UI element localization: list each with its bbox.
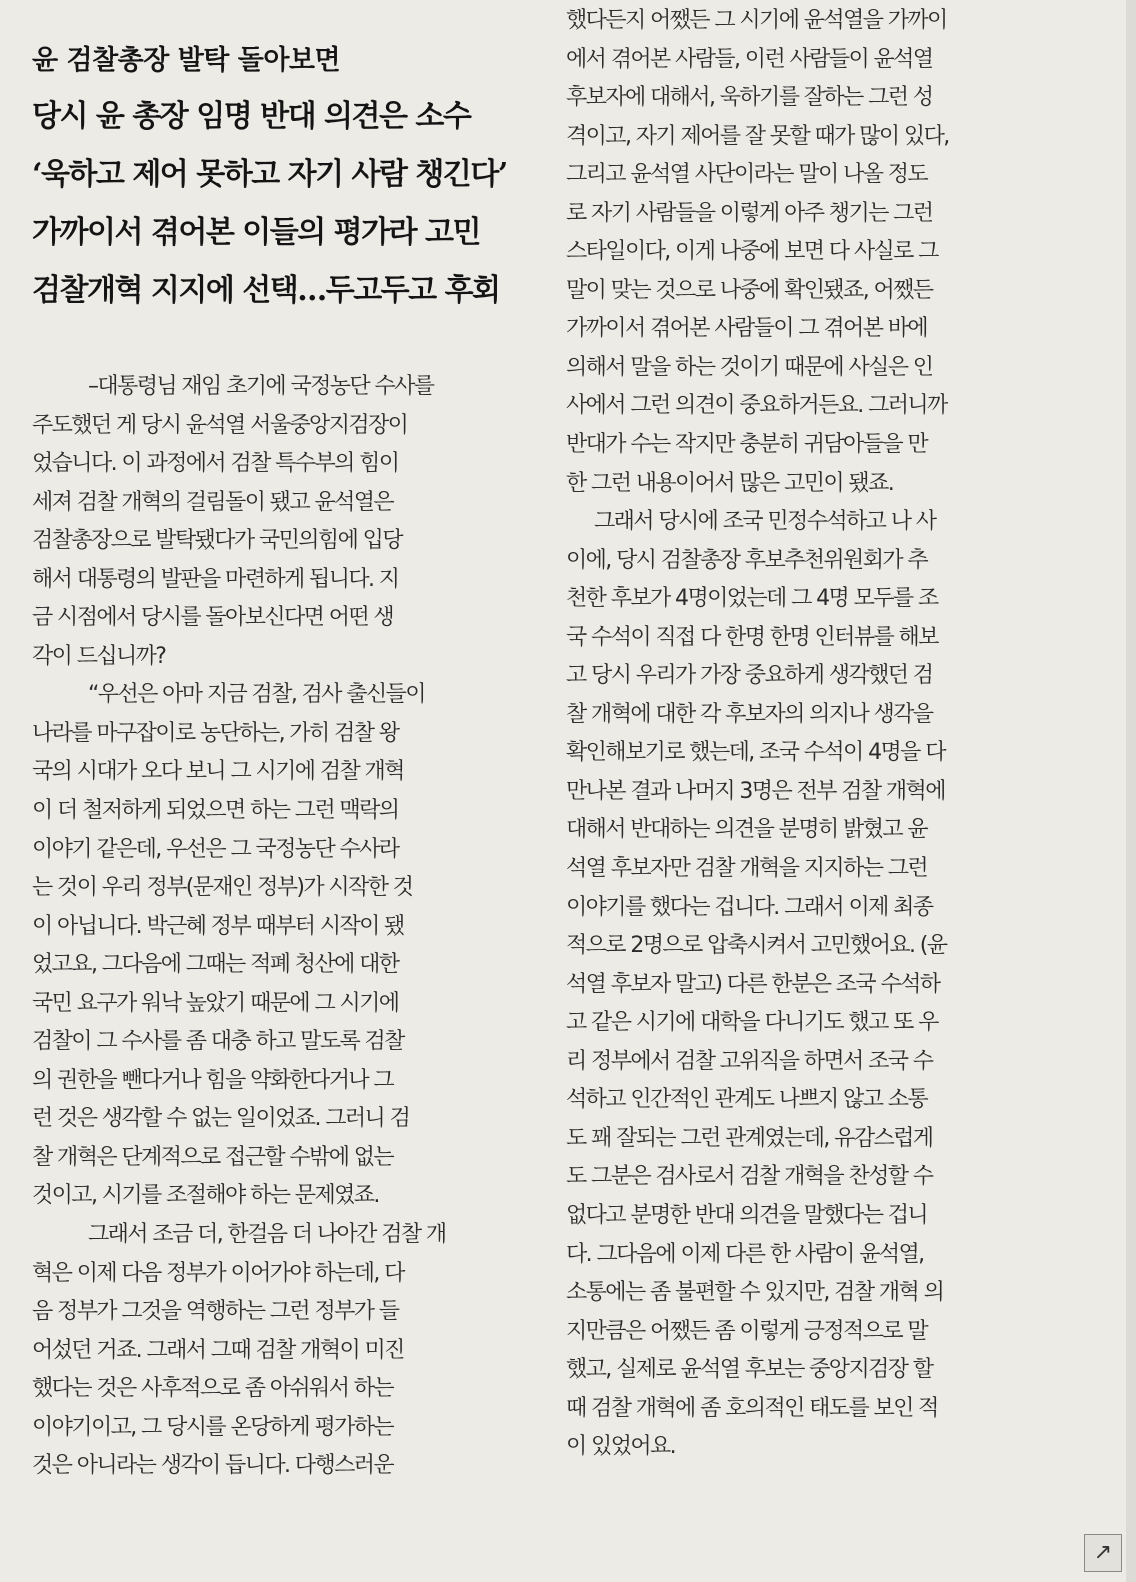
text-line: 것은 아니라는 생각이 듭니다. 다행스러운 [32, 1453, 394, 1479]
text-line: 검찰총장으로 발탁됐다가 국민의힘에 입당 [32, 528, 402, 554]
text-line: 이야기이고, 그 당시를 온당하게 평가하는 [32, 1414, 394, 1440]
text-line: 었고요, 그다음에 그때는 적폐 청산에 대한 [32, 952, 399, 978]
text-line: 이 아닙니다. 박근혜 정부 때부터 시작이 됐 [32, 913, 404, 939]
text-line: “우선은 아마 지금 검찰, 검사 출신들이 [88, 682, 425, 708]
text-line: 했다든지 어쨌든 그 시기에 윤석열을 가까이 [566, 8, 947, 33]
text-line: 국의 시대가 오다 보니 그 시기에 검찰 개혁 [32, 759, 404, 785]
text-line: 검찰이 그 수사를 좀 대충 하고 말도록 검찰 [32, 1029, 404, 1055]
text-line: 그리고 윤석열 사단이라는 말이 나올 정도 [566, 162, 928, 188]
arrow-up-right-icon: ↗ [1084, 1534, 1122, 1572]
headline-line: 당시 윤 총장 임명 반대 의견은 소수 [32, 99, 471, 134]
text-line: 의 권한을 뺀다거나 힘을 약화한다거나 그 [32, 1067, 394, 1093]
text-line: 석열 후보자 말고) 다른 한분은 조국 수석하 [566, 971, 940, 997]
text-line: 했고, 실제로 윤석열 후보는 중앙지검장 할 [566, 1357, 933, 1383]
text-line: 것이고, 시기를 조절해야 하는 문제였죠. [32, 1183, 379, 1209]
text-line: 대해서 반대하는 의견을 분명히 밝혔고 윤 [566, 817, 928, 843]
text-line: 해서 대통령의 발판을 마련하게 됩니다. 지 [32, 566, 399, 592]
text-line: 는 것이 우리 정부(문재인 정부)가 시작한 것 [32, 875, 413, 901]
text-line: 세져 검찰 개혁의 걸림돌이 됐고 윤석열은 [32, 489, 394, 515]
text-line: 사에서 그런 의견이 중요하거든요. 그러니까 [566, 393, 947, 419]
text-line: 의해서 말을 하는 것이기 때문에 사실은 인 [566, 354, 933, 380]
text-line: 었습니다. 이 과정에서 검찰 특수부의 힘이 [32, 451, 399, 477]
text-line: 확인해보기로 했는데, 조국 수석이 4명을 다 [566, 740, 945, 766]
text-line: 에서 겪어본 사람들, 이런 사람들이 윤석열 [566, 46, 933, 72]
text-line: 스타일이다, 이게 나중에 보면 다 사실로 그 [566, 239, 938, 265]
text-line: 한 그런 내용이어서 많은 고민이 됐죠. [566, 470, 894, 496]
text-line: 다. 그다음에 이제 다른 한 사람이 윤석열, [566, 1241, 924, 1267]
left-column-body [32, 368, 530, 1486]
text-line: 격이고, 자기 제어를 잘 못할 때가 많이 있다, [566, 123, 949, 149]
text-line: 소통에는 좀 불편할 수 있지만, 검찰 개혁 의 [566, 1280, 944, 1306]
text-line: 도 꽤 잘되는 그런 관계였는데, 유감스럽게 [566, 1125, 933, 1151]
headline-line: 가까이서 겪어본 이들의 평가라 고민 [32, 215, 480, 250]
text-line: 고 당시 우리가 가장 중요하게 생각했던 검 [566, 663, 933, 689]
text-line: 고 같은 시기에 대학을 다니기도 했고 또 우 [566, 1010, 938, 1036]
text-line: 반대가 수는 작지만 충분히 귀담아들을 만 [566, 432, 928, 458]
text-line: 어섰던 거죠. 그래서 그때 검찰 개혁이 미진 [32, 1337, 404, 1363]
text-line: 각이 드십니까? [32, 643, 166, 669]
text-line: 리 정부에서 검찰 고위직을 하면서 조국 수 [566, 1048, 933, 1074]
text-line: 없다고 분명한 반대 의견을 말했다는 겁니 [566, 1202, 928, 1228]
text-line: 주도했던 게 당시 윤석열 서울중앙지검장이 [32, 412, 408, 438]
text-line: 만나본 결과 나머지 3명은 전부 검찰 개혁에 [566, 778, 945, 804]
text-line: 이야기 같은데, 우선은 그 국정농단 수사라 [32, 836, 399, 862]
text-line: 음 정부가 그것을 역행하는 그런 정부가 들 [32, 1299, 399, 1325]
text-line: 도 그분은 검사로서 검찰 개혁을 찬성할 수 [566, 1164, 933, 1190]
text-line: 지만큼은 어쨌든 좀 이렇게 긍정적으로 말 [566, 1318, 928, 1344]
text-line: 이야기를 했다는 겁니다. 그래서 이제 최종 [566, 894, 933, 920]
article-kicker: 윤 검찰총장 발탁 돌아보면 [32, 45, 341, 76]
text-line: 찰 개혁은 단계적으로 접근할 수밖에 없는 [32, 1144, 394, 1170]
text-line: 나라를 마구잡이로 농단하는, 가히 검찰 왕 [32, 720, 399, 746]
text-line: 말이 맞는 것으로 나중에 확인됐죠, 어쨌든 [566, 277, 933, 303]
text-line: 국민 요구가 워낙 높았기 때문에 그 시기에 [32, 990, 399, 1016]
text-line: 때 검찰 개혁에 좀 호의적인 태도를 보인 적 [566, 1395, 938, 1421]
text-line: 이에, 당시 검찰총장 후보추천위원회가 추 [566, 547, 928, 573]
text-line: 그래서 당시에 조국 민정수석하고 나 사 [594, 509, 936, 535]
text-line: 후보자에 대해서, 욱하기를 잘하는 그런 성 [566, 85, 933, 111]
headline-block [32, 88, 532, 320]
text-line: 혁은 이제 다음 정부가 이어가야 하는데, 다 [32, 1260, 404, 1286]
text-line: 이 더 철저하게 되었으면 하는 그런 맥락의 [32, 798, 399, 824]
text-line: 찰 개혁에 대한 각 후보자의 의지나 생각을 [566, 701, 933, 727]
text-line: 석열 후보자만 검찰 개혁을 지지하는 그런 [566, 856, 928, 882]
text-line: –대통령님 재임 초기에 국정농단 수사를 [88, 374, 434, 399]
text-line: 했다는 것은 사후적으로 좀 아쉬워서 하는 [32, 1376, 394, 1402]
headline-line: 검찰개혁 지지에 선택…두고두고 후회 [32, 273, 500, 308]
page-edge [1126, 0, 1136, 1582]
right-column-body [566, 2, 1066, 1467]
text-line: 이 있었어요. [566, 1434, 676, 1460]
text-line: 석하고 인간적인 관계도 나쁘지 않고 소통 [566, 1087, 928, 1113]
headline-line: ‘욱하고 제어 못하고 자기 사람 챙긴다’ [32, 157, 507, 192]
text-line: 천한 후보가 4명이었는데 그 4명 모두를 조 [566, 586, 938, 612]
text-line: 로 자기 사람들을 이렇게 아주 챙기는 그런 [566, 200, 933, 226]
text-line: 금 시점에서 당시를 돌아보신다면 어떤 생 [32, 605, 394, 631]
text-line: 런 것은 생각할 수 없는 일이었죠. 그러니 검 [32, 1106, 410, 1132]
text-line: 국 수석이 직접 다 한명 한명 인터뷰를 해보 [566, 624, 938, 650]
text-line: 적으로 2명으로 압축시켜서 고민했어요. (윤 [566, 933, 947, 959]
text-line: 가까이서 겪어본 사람들이 그 겪어본 바에 [566, 316, 928, 342]
text-line: 그래서 조금 더, 한걸음 더 나아간 검찰 개 [88, 1222, 446, 1248]
